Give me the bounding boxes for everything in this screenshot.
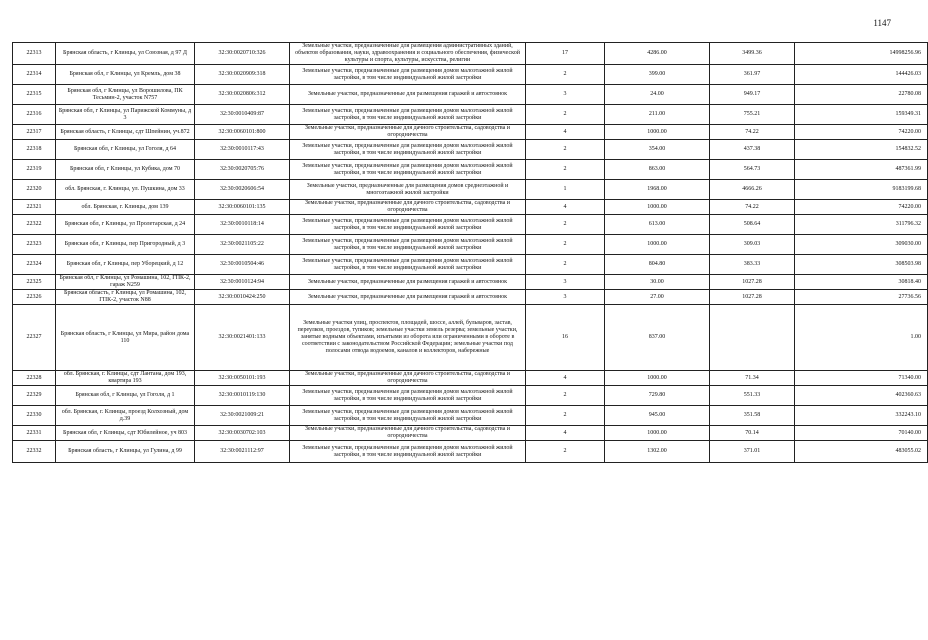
cell-land-use-type: Земельные участки, предназначенные для размещения домов малоэтажной жилой застройки, в том числе индивидуальной жилой застройки [290, 441, 526, 463]
cell-land-use-type: Земельные участки, предназначенные для размещения домов малоэтажной жилой застройки, в том числе индивидуальной жилой застройки [290, 235, 526, 255]
cell-area: 1000.00 [605, 125, 710, 140]
cell-land-use-type: Земельные участки, предназначенные для размещения домов малоэтажной жилой застройки, в том числе индивидуальной жилой застройки [290, 406, 526, 426]
cell-area: 354.00 [605, 140, 710, 160]
cell-land-use-type: Земельные участки, предназначенные для размещения домов малоэтажной жилой застройки, в том числе индивидуальной жилой застройки [290, 215, 526, 235]
cell-land-use-type: Земельные участки улиц, проспектов, площадей, шоссе, аллей, бульваров, застав, переулков, проездов, тупиков; земельные участки земель резерва; земельные участки, занятые водными объектами, изъятыми из оборота или ограниченными в обороте в соответствии с законодательством Российской Федерации; земельные участки под полосами отвода водоемов, каналов и коллекторов, набережные [290, 305, 526, 371]
cell-cadastral-value: 1.00 [795, 305, 928, 371]
cell-specific-value: 4666.26 [710, 180, 795, 200]
cell-address: Брянская обл, г Клинцы, ул Кубика, дом 70 [56, 160, 195, 180]
table-row [13, 235, 928, 255]
cell-row-id: 22313 [13, 43, 56, 65]
cell-row-id: 22328 [13, 371, 56, 386]
table-row [13, 125, 928, 140]
cell-address: Брянская область, г Клинцы, ул Ромашина, 102, ГПК-2, участок N88 [56, 290, 195, 305]
cell-group-code: 2 [526, 105, 605, 125]
cell-address: Брянская обл, г Клинцы, ул Парижской Коммуны, д 3 [56, 105, 195, 125]
cell-cadastral-value: 70140.00 [795, 426, 928, 441]
cell-area: 863.00 [605, 160, 710, 180]
table-row [13, 65, 928, 85]
cell-row-id: 22330 [13, 406, 56, 426]
cell-group-code: 4 [526, 125, 605, 140]
cell-cadastral-value: 159349.31 [795, 105, 928, 125]
cell-cadastral-number: 32:30:0010119:130 [195, 386, 290, 406]
cell-cadastral-number: 32:30:0010118:14 [195, 215, 290, 235]
cell-specific-value: 74.22 [710, 200, 795, 215]
cell-group-code: 2 [526, 235, 605, 255]
cell-row-id: 22316 [13, 105, 56, 125]
cell-area: 399.00 [605, 65, 710, 85]
cell-cadastral-number: 32:30:0010504:46 [195, 255, 290, 275]
cell-row-id: 22317 [13, 125, 56, 140]
cell-group-code: 2 [526, 215, 605, 235]
cell-cadastral-value: 74220.00 [795, 200, 928, 215]
cell-specific-value: 309.03 [710, 235, 795, 255]
cell-land-use-type: Земельные участки, предназначенные для дачного строительства, садоводства и огородничества [290, 125, 526, 140]
cell-cadastral-value: 154832.52 [795, 140, 928, 160]
cell-specific-value [710, 305, 795, 371]
cell-cadastral-value: 309030.00 [795, 235, 928, 255]
cell-area: 804.80 [605, 255, 710, 275]
table-row [13, 305, 928, 371]
cell-cadastral-number: 32:30:0021112:97 [195, 441, 290, 463]
table-row [13, 426, 928, 441]
cell-specific-value: 949.17 [710, 85, 795, 105]
cell-cadastral-value: 483055.02 [795, 441, 928, 463]
cell-cadastral-value: 487361.99 [795, 160, 928, 180]
cell-address: обл. Брянская, г. Клинцы, проезд Колхозный, дом д.39 [56, 406, 195, 426]
cell-address: Брянская обл, г Клинцы, пер Уборецкий, д 12 [56, 255, 195, 275]
cell-cadastral-value: 144426.03 [795, 65, 928, 85]
cell-cadastral-number: 32:30:0030702:103 [195, 426, 290, 441]
cell-address: обл. Брянская, г. Клинцы, дом 139 [56, 200, 195, 215]
cell-group-code: 1 [526, 180, 605, 200]
cell-cadastral-number: 32:30:0010124:94 [195, 275, 290, 290]
cell-group-code: 4 [526, 426, 605, 441]
cell-cadastral-number: 32:30:0021401:133 [195, 305, 290, 371]
cell-address: Брянская обл, г Клинцы, ул Ворошилова, ПК Тесьмин-2, участок N757 [56, 85, 195, 105]
cell-cadastral-number: 32:30:0021105:22 [195, 235, 290, 255]
cell-group-code: 2 [526, 386, 605, 406]
cell-cadastral-value: 14998256.96 [795, 43, 928, 65]
cell-address: обл. Брянская, г. Клинцы, сдт Лантана, дом 193, квартира 193 [56, 371, 195, 386]
cell-group-code: 2 [526, 140, 605, 160]
cell-row-id: 22331 [13, 426, 56, 441]
cell-cadastral-value: 402360.63 [795, 386, 928, 406]
cell-specific-value: 351.58 [710, 406, 795, 426]
cell-land-use-type: Земельные участки, предназначенные для размещения гаражей и автостоянок [290, 290, 526, 305]
cell-group-code: 3 [526, 275, 605, 290]
table-row [13, 43, 928, 65]
cell-row-id: 22325 [13, 275, 56, 290]
cell-row-id: 22319 [13, 160, 56, 180]
cell-group-code: 2 [526, 406, 605, 426]
cell-row-id: 22320 [13, 180, 56, 200]
cell-land-use-type: Земельные участки, предназначенные для размещения домов малоэтажной жилой застройки, в том числе индивидуальной жилой застройки [290, 105, 526, 125]
cell-group-code: 3 [526, 85, 605, 105]
cell-cadastral-value: 74220.00 [795, 125, 928, 140]
cell-specific-value: 508.64 [710, 215, 795, 235]
cell-area: 837.00 [605, 305, 710, 371]
cell-area: 613.00 [605, 215, 710, 235]
cell-cadastral-value: 27736.56 [795, 290, 928, 305]
cell-address: Брянская область, г Клинцы, ул Мира, район дома 110 [56, 305, 195, 371]
cell-cadastral-number: 32:30:0010409:87 [195, 105, 290, 125]
table-row [13, 255, 928, 275]
cell-specific-value: 74.22 [710, 125, 795, 140]
table-row [13, 386, 928, 406]
table-row [13, 406, 928, 426]
cell-address: Брянская обл, г Клинцы, пер Пригородный, д 3 [56, 235, 195, 255]
cell-specific-value: 755.21 [710, 105, 795, 125]
cell-row-id: 22324 [13, 255, 56, 275]
cell-area: 1000.00 [605, 200, 710, 215]
cell-specific-value: 383.33 [710, 255, 795, 275]
cell-land-use-type: Земельные участки, предназначенные для размещения домов малоэтажной жилой застройки, в том числе индивидуальной жилой застройки [290, 386, 526, 406]
cell-address: Брянская обл, г Клинцы, сдт Юбилейное, уч 803 [56, 426, 195, 441]
cell-cadastral-number: 32:30:0050101:193 [195, 371, 290, 386]
table-body [13, 43, 928, 463]
cell-cadastral-number: 32:30:0020710:326 [195, 43, 290, 65]
cell-group-code: 4 [526, 371, 605, 386]
cell-cadastral-value: 22780.08 [795, 85, 928, 105]
cell-area: 24.00 [605, 85, 710, 105]
cell-cadastral-value: 71340.00 [795, 371, 928, 386]
cell-group-code: 4 [526, 200, 605, 215]
cell-area: 30.00 [605, 275, 710, 290]
cell-land-use-type: Земельные участки, предназначенные для размещения домов малоэтажной жилой застройки, в том числе индивидуальной жилой застройки [290, 160, 526, 180]
cell-group-code: 17 [526, 43, 605, 65]
cell-land-use-type: Земельные участки, предназначенные для размещения домов среднеэтажной и многоэтажной жилой застройки [290, 180, 526, 200]
cell-cadastral-value: 30818.40 [795, 275, 928, 290]
cell-cadastral-number: 32:30:0010424:250 [195, 290, 290, 305]
cell-specific-value: 70.14 [710, 426, 795, 441]
cell-land-use-type: Земельные участки, предназначенные для размещения домов малоэтажной жилой застройки, в том числе индивидуальной жилой застройки [290, 255, 526, 275]
cell-cadastral-number: 32:30:0060101:800 [195, 125, 290, 140]
cell-specific-value: 1027.28 [710, 275, 795, 290]
cell-cadastral-value: 311796.32 [795, 215, 928, 235]
table-row [13, 160, 928, 180]
cell-area: 1000.00 [605, 371, 710, 386]
cell-group-code: 16 [526, 305, 605, 371]
cell-specific-value: 71.34 [710, 371, 795, 386]
table-row [13, 275, 928, 290]
cell-cadastral-number: 32:30:0060101:135 [195, 200, 290, 215]
cell-cadastral-number: 32:30:0020806:312 [195, 85, 290, 105]
table-row [13, 441, 928, 463]
cell-cadastral-number: 32:30:0021009:21 [195, 406, 290, 426]
cell-land-use-type: Земельные участки, предназначенные для дачного строительства, садоводства и огородничества [290, 200, 526, 215]
table-row [13, 105, 928, 125]
cell-row-id: 22327 [13, 305, 56, 371]
table-row [13, 200, 928, 215]
table-row [13, 85, 928, 105]
cell-address: Брянская обл, г Клинцы, ул Ромашина, 102, ГПК-2, гараж N259 [56, 275, 195, 290]
cell-row-id: 22315 [13, 85, 56, 105]
cell-specific-value: 1027.28 [710, 290, 795, 305]
cell-row-id: 22323 [13, 235, 56, 255]
cell-cadastral-number: 32:30:0020705:76 [195, 160, 290, 180]
cell-address: Брянская обл, г Клинцы, ул Гоголя, д 64 [56, 140, 195, 160]
cell-address: Брянская область, г Клинцы, сдт Шпейнин, уч.872 [56, 125, 195, 140]
cell-row-id: 22329 [13, 386, 56, 406]
cell-area: 1968.00 [605, 180, 710, 200]
table-row [13, 140, 928, 160]
cell-land-use-type: Земельные участки, предназначенные для размещения домов малоэтажной жилой застройки, в том числе индивидуальной жилой застройки [290, 65, 526, 85]
cell-cadastral-value: 9183199.68 [795, 180, 928, 200]
cell-area: 729.80 [605, 386, 710, 406]
cell-group-code: 2 [526, 255, 605, 275]
cell-area: 945.00 [605, 406, 710, 426]
cell-row-id: 22321 [13, 200, 56, 215]
cadastral-table [12, 42, 928, 463]
cell-row-id: 22326 [13, 290, 56, 305]
cell-specific-value: 361.97 [710, 65, 795, 85]
cell-land-use-type: Земельные участки, предназначенные для размещения гаражей и автостоянок [290, 85, 526, 105]
cell-specific-value: 437.38 [710, 140, 795, 160]
cell-address: Брянская область, г Клинцы, ул Союзная, д 97 Д [56, 43, 195, 65]
cell-address: обл. Брянская, г. Клинцы, ул. Пушкина, дом 33 [56, 180, 195, 200]
cell-cadastral-number: 32:30:0020909:318 [195, 65, 290, 85]
cell-land-use-type: Земельные участки, предназначенные для размещения административных зданий, объектов образования, науки, здравоохранения и социального обеспечения, физической культуры и спорта, культуры, искусства, религии [290, 43, 526, 65]
cell-land-use-type: Земельные участки, предназначенные для размещения домов малоэтажной жилой застройки, в том числе индивидуальной жилой застройки [290, 140, 526, 160]
cell-area: 27.00 [605, 290, 710, 305]
page-number: 1147 [873, 18, 891, 28]
cell-group-code: 3 [526, 290, 605, 305]
cell-area: 1302.00 [605, 441, 710, 463]
cell-row-id: 22314 [13, 65, 56, 85]
cell-area: 211.00 [605, 105, 710, 125]
table-row [13, 371, 928, 386]
cell-row-id: 22322 [13, 215, 56, 235]
cell-group-code: 2 [526, 441, 605, 463]
cell-address: Брянская обл, г Клинцы, ул Гоголя, д 1 [56, 386, 195, 406]
cell-land-use-type: Земельные участки, предназначенные для размещения гаражей и автостоянок [290, 275, 526, 290]
cell-specific-value: 3499.36 [710, 43, 795, 65]
cell-cadastral-value: 308503.98 [795, 255, 928, 275]
cell-group-code: 2 [526, 160, 605, 180]
cell-address: Брянская обл, г Клинцы, ул Пролетарская, д 24 [56, 215, 195, 235]
cell-land-use-type: Земельные участки, предназначенные для дачного строительства, садоводства и огородничества [290, 371, 526, 386]
cell-area: 1000.00 [605, 235, 710, 255]
cell-cadastral-number: 32:30:0020606:54 [195, 180, 290, 200]
table-row [13, 290, 928, 305]
cell-specific-value: 551.33 [710, 386, 795, 406]
cell-address: Брянская обл, г Клинцы, ул Кремль, дом 38 [56, 65, 195, 85]
cell-area: 4286.00 [605, 43, 710, 65]
cell-address: Брянская область, г Клинцы, ул Гулина, д 99 [56, 441, 195, 463]
cell-cadastral-value: 332243.10 [795, 406, 928, 426]
cell-land-use-type: Земельные участки, предназначенные для дачного строительства, садоводства и огородничества [290, 426, 526, 441]
cell-cadastral-number: 32:30:0010117:43 [195, 140, 290, 160]
table-row [13, 215, 928, 235]
cell-specific-value: 371.01 [710, 441, 795, 463]
cell-row-id: 22318 [13, 140, 56, 160]
cell-row-id: 22332 [13, 441, 56, 463]
cell-group-code: 2 [526, 65, 605, 85]
cell-area: 1000.00 [605, 426, 710, 441]
table-row [13, 180, 928, 200]
cell-specific-value: 564.73 [710, 160, 795, 180]
